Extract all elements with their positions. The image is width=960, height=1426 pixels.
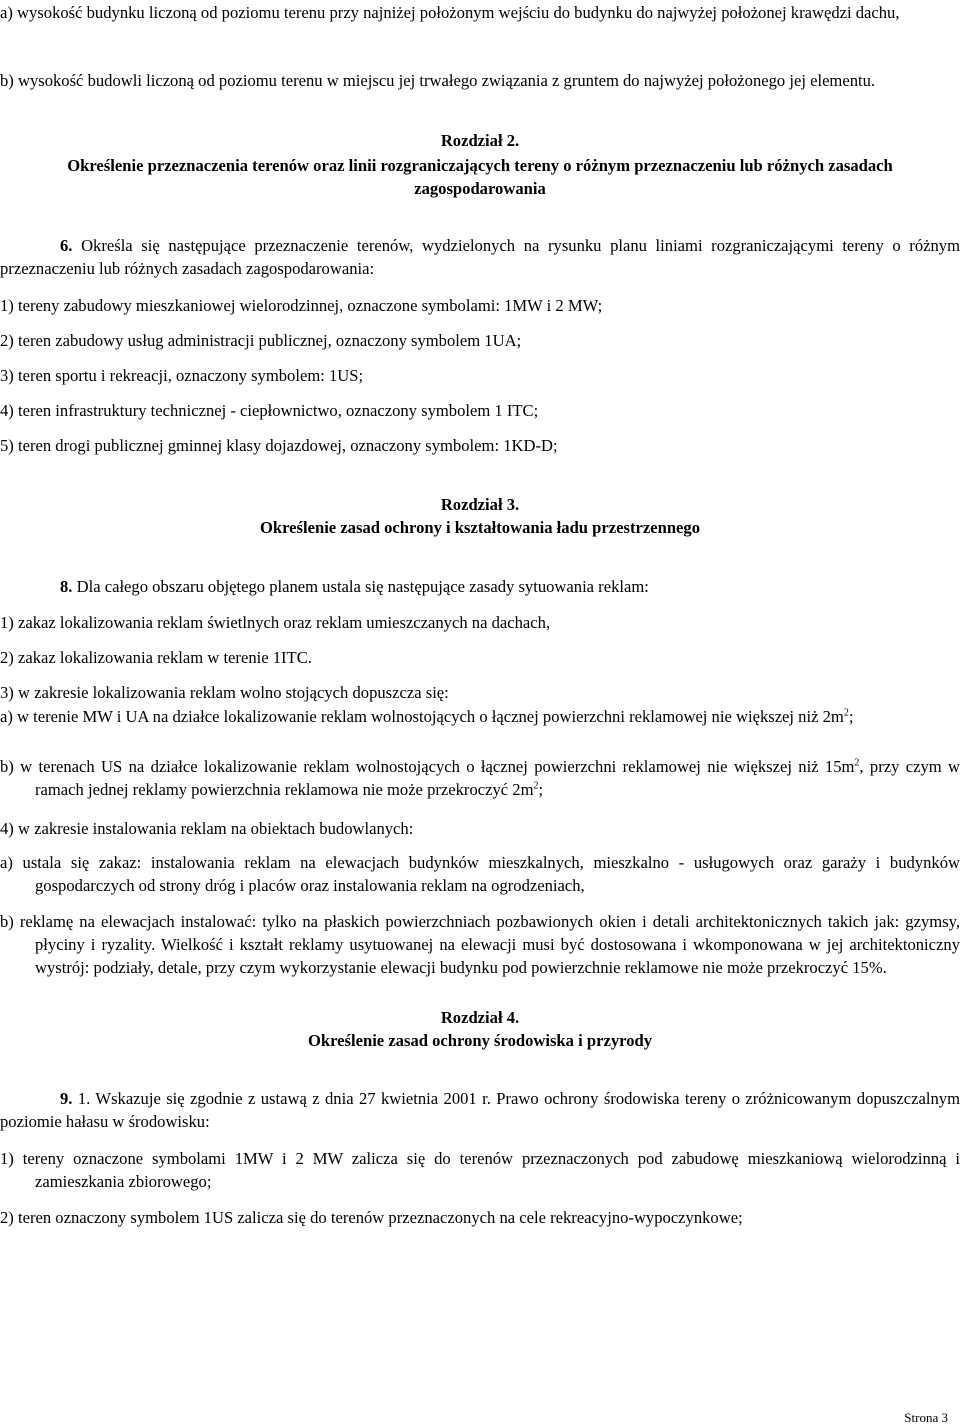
- list-item: 2) zakaz lokalizowania reklam w terenie 1ITC.: [0, 648, 312, 667]
- list-item: 4) w zakresie instalowania reklam na obiektach budowlanych:: [0, 819, 414, 838]
- list-item: 1) tereny oznaczone symbolami 1MW i 2 MW zalicza się do terenów przeznaczonych pod zabudowę mieszkaniową wielorodzinną i zamieszkania zbiorowego;: [0, 1149, 960, 1191]
- chapter-3-heading: Rozdział 3.: [440, 495, 520, 514]
- page-number: Strona 3: [904, 1410, 948, 1425]
- sub-item-text: b) w terenach US na działce lokalizowanie reklam wolnostojących o łącznej powierzchni reklamowej nie większej niż 15m: [0, 757, 855, 776]
- paragraph-number: 8.: [60, 577, 73, 596]
- superscript: 2: [533, 780, 539, 792]
- definition-item-b: b) wysokość budowli liczoną od poziomu terenu w miejscu jej trwałego związania z gruntem do najwyżej położonego jej elementu.: [0, 71, 876, 90]
- paragraph-number: 9.: [60, 1089, 73, 1108]
- list-item: 4) teren infrastruktury technicznej - ciepłownictwo, oznaczony symbolem 1 ITC;: [0, 401, 539, 420]
- paragraph-text: 1. Wskazuje się zgodnie z ustawą z dnia 27 kwietnia 2001 r. Prawo ochrony środowiska tereny o zróżnicowanym dopuszczalnym poziomie hałasu w środowisku:: [0, 1089, 960, 1131]
- list-item: 2) teren oznaczony symbolem 1US zalicza się do terenów przeznaczonych na cele rekreacyjno-wypoczynkowe;: [0, 1208, 743, 1227]
- list-item: 3) w zakresie lokalizowania reklam wolno stojących dopuszcza się:: [0, 683, 449, 702]
- sub-item-b: b) reklamę na elewacjach instalować: tylko na płaskich powierzchniach pozbawionych okien i detali architektonicznych takich jak: gzymsy, płyciny i ryzality. Wielkość i kształt reklamy usytuowanej na elewacji musi być dostosowana i wkomponowana w jej architektoniczny wystrój: podziały, detale, przy czym wykorzystanie elewacji budynku pod powierzchnie reklamowe nie może przekroczyć 15%.: [0, 912, 960, 977]
- chapter-4-heading: Rozdział 4.: [440, 1008, 520, 1027]
- superscript: 2: [843, 707, 849, 719]
- paragraph-text: Dla całego obszaru objętego planem ustala się następujące zasady sytuowania reklam:: [72, 577, 649, 596]
- chapter-4-title: Określenie zasad ochrony środowiska i przyrody: [307, 1031, 653, 1050]
- paragraph-8: [0, 575, 960, 598]
- sub-item-a: a) ustala się zakaz: instalowania reklam na elewacjach budynków mieszkalnych, mieszkalno - usługowych oraz garaży i budynków gospodarczych od strony dróg i placów oraz instalowania reklam na ogrodzeniach,: [0, 853, 960, 895]
- paragraph-number: 6.: [60, 236, 73, 255]
- list-item: 3) teren sportu i rekreacji, oznaczony symbolem: 1US;: [0, 366, 364, 385]
- sub-item-text: ;: [538, 780, 544, 799]
- list-item: 1) tereny zabudowy mieszkaniowej wielorodzinnej, oznaczone symbolami: 1MW i 2 MW;: [0, 296, 603, 315]
- sub-item-text: , przy czym w ramach jednej reklamy powierzchnia reklamowa nie może przekroczyć 2m: [35, 757, 960, 799]
- list-item: 1) zakaz lokalizowania reklam świetlnych oraz reklam umieszczanych na dachach,: [0, 613, 551, 632]
- list-item: 5) teren drogi publicznej gminnej klasy dojazdowej, oznaczony symbolem: 1KD-D;: [0, 436, 558, 455]
- paragraph-9: [0, 1087, 960, 1133]
- chapter-2-title: Określenie przeznaczenia terenów oraz linii rozgraniczających tereny o różnym przeznaczeniu lub różnych zasadach zagospodarowania: [67, 156, 893, 198]
- sub-item-b: [0, 755, 960, 801]
- sub-item-text: a) w terenie MW i UA na działce lokalizowanie reklam wolnostojących o łącznej powierzchni reklamowej nie większej niż 2m: [0, 707, 844, 726]
- sub-item-text: ;: [848, 707, 854, 726]
- superscript: 2: [854, 757, 860, 769]
- paragraph-text: Określa się następujące przeznaczenie terenów, wydzielonych na rysunku planu liniami rozgraniczającymi tereny o różnym przeznaczeniu lub różnych zasadach zagospodarowania:: [0, 236, 960, 278]
- sub-item-a: [0, 705, 960, 728]
- definition-item-a: a) wysokość budynku liczoną od poziomu terenu przy najniżej położonym wejściu do budynku do najwyżej położonej krawędzi dachu,: [0, 3, 900, 22]
- paragraph-6: [0, 234, 960, 280]
- chapter-2-heading: Rozdział 2.: [440, 131, 520, 150]
- list-item: 2) teren zabudowy usług administracji publicznej, oznaczony symbolem 1UA;: [0, 331, 522, 350]
- chapter-3-title: Określenie zasad ochrony i kształtowania ładu przestrzennego: [259, 518, 701, 537]
